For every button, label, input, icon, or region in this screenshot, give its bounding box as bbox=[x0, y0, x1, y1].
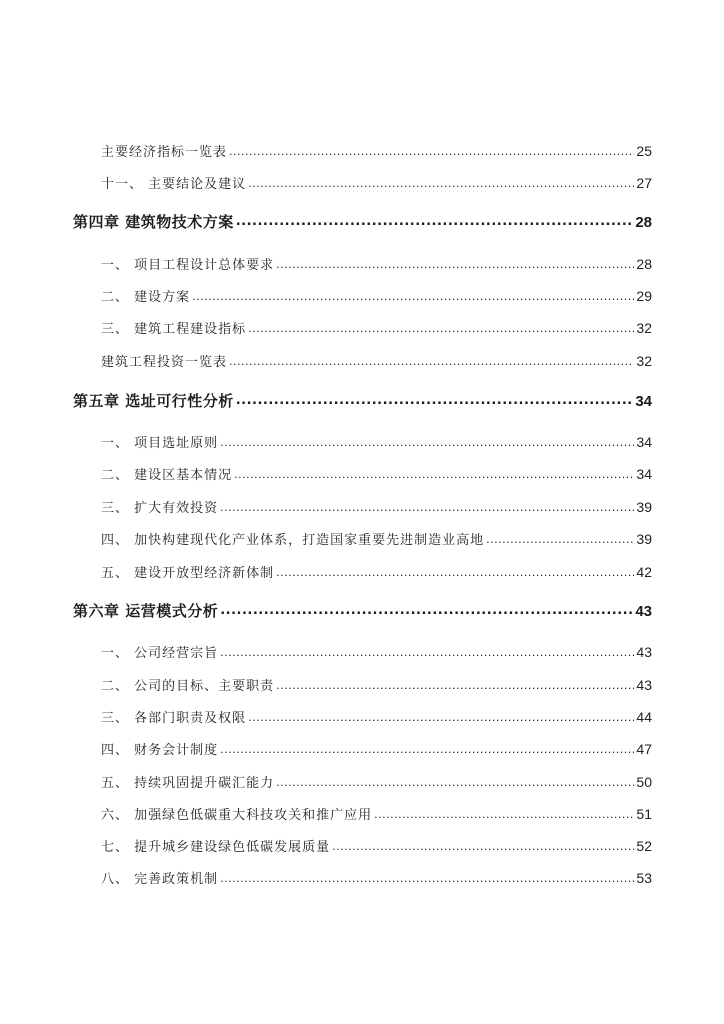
toc-page-number: 42 bbox=[636, 564, 652, 580]
toc-entry[interactable] bbox=[101, 529, 652, 548]
toc-leader-dots bbox=[276, 677, 634, 690]
toc-entry[interactable] bbox=[101, 286, 652, 305]
toc-entry[interactable] bbox=[101, 562, 652, 581]
toc-entry[interactable] bbox=[101, 739, 652, 758]
toc-leader-dots bbox=[220, 601, 633, 616]
toc-leader-dots bbox=[248, 175, 634, 188]
toc-page-number: 43 bbox=[635, 603, 652, 620]
toc-page-number: 51 bbox=[636, 806, 652, 822]
toc-entry-label: 五、 建设开放型经济新体制 bbox=[101, 566, 275, 581]
toc-entry[interactable] bbox=[101, 772, 652, 791]
toc-leader-dots bbox=[192, 288, 634, 301]
toc-page-number: 28 bbox=[635, 214, 652, 231]
toc-leader-dots bbox=[276, 256, 634, 269]
toc-entry-label: 六、 加强绿色低碳重大科技攻关和推广应用 bbox=[101, 808, 373, 823]
toc-chapter-label: 第四章 建筑物技术方案 bbox=[73, 213, 234, 231]
toc-page-number: 34 bbox=[636, 466, 652, 482]
toc-entry[interactable] bbox=[101, 836, 652, 855]
toc-entry-label: 一、 公司经营宗旨 bbox=[101, 646, 219, 661]
toc-chapter-entry[interactable] bbox=[73, 600, 652, 621]
toc-entry[interactable] bbox=[101, 318, 652, 337]
toc-leader-dots bbox=[234, 466, 634, 479]
toc-entry-label: 八、 完善政策机制 bbox=[101, 872, 219, 887]
toc-chapter-label: 第六章 运营模式分析 bbox=[73, 602, 219, 620]
toc-entry[interactable] bbox=[101, 464, 652, 483]
toc-entry[interactable] bbox=[101, 173, 652, 192]
toc-leader-dots bbox=[220, 434, 634, 447]
toc-entry[interactable] bbox=[101, 675, 652, 694]
toc-leader-dots bbox=[248, 709, 634, 722]
toc-entry-label: 四、 财务会计制度 bbox=[101, 743, 219, 758]
toc-leader-dots bbox=[220, 741, 634, 754]
toc-entry[interactable] bbox=[101, 432, 652, 451]
toc-page-number: 39 bbox=[636, 531, 652, 547]
toc-leader-dots bbox=[229, 143, 634, 156]
toc-entry-label: 二、 建设区基本情况 bbox=[101, 468, 233, 483]
toc-leader-dots bbox=[220, 870, 634, 883]
toc-page-number: 43 bbox=[636, 644, 652, 660]
toc-entry-label: 二、 公司的目标、主要职责 bbox=[101, 679, 275, 694]
toc-page-number: 34 bbox=[635, 393, 652, 410]
toc-leader-dots bbox=[220, 644, 634, 657]
toc-entry[interactable] bbox=[101, 497, 652, 516]
toc-entry[interactable] bbox=[101, 707, 652, 726]
toc-page-number: 32 bbox=[636, 353, 652, 369]
toc-page-number: 44 bbox=[636, 709, 652, 725]
toc-leader-dots bbox=[220, 499, 634, 512]
toc-leader-dots bbox=[229, 353, 634, 366]
toc-entry[interactable] bbox=[101, 254, 652, 273]
toc-page-number: 47 bbox=[636, 741, 652, 757]
toc-leader-dots bbox=[248, 320, 634, 333]
toc-entry-label: 十一、 主要结论及建议 bbox=[101, 177, 247, 192]
toc-page-number: 29 bbox=[636, 288, 652, 304]
toc-entry[interactable] bbox=[101, 141, 652, 160]
toc-leader-dots bbox=[236, 212, 634, 227]
toc-page-number: 34 bbox=[636, 434, 652, 450]
toc-page-number: 53 bbox=[636, 870, 652, 886]
toc-entry-label: 主要经济指标一览表 bbox=[101, 145, 228, 160]
toc-entry[interactable] bbox=[101, 868, 652, 887]
toc-leader-dots bbox=[486, 531, 634, 544]
toc-chapter-label: 第五章 选址可行性分析 bbox=[73, 392, 234, 410]
toc-page-number: 39 bbox=[636, 499, 652, 515]
toc-entry-label: 七、 提升城乡建设绿色低碳发展质量 bbox=[101, 840, 331, 855]
toc-page-number: 52 bbox=[636, 838, 652, 854]
toc-page-number: 27 bbox=[636, 175, 652, 191]
toc-leader-dots bbox=[332, 838, 634, 851]
toc-page-number: 28 bbox=[636, 256, 652, 272]
toc-page-number: 50 bbox=[636, 774, 652, 790]
toc-entry[interactable] bbox=[101, 351, 652, 370]
toc-entry-label: 建筑工程投资一览表 bbox=[101, 355, 228, 370]
toc-entry-label: 四、 加快构建现代化产业体系，打造国家重要先进制造业高地 bbox=[101, 533, 485, 548]
toc-entry[interactable] bbox=[101, 642, 652, 661]
toc-leader-dots bbox=[374, 806, 634, 819]
toc-entry-label: 二、 建设方案 bbox=[101, 290, 191, 305]
toc-entry-label: 三、 扩大有效投资 bbox=[101, 501, 219, 516]
toc-entry-label: 一、 项目工程设计总体要求 bbox=[101, 258, 275, 273]
toc-entry-label: 三、 建筑工程建设指标 bbox=[101, 322, 247, 337]
toc-leader-dots bbox=[236, 391, 634, 406]
toc-page-number: 32 bbox=[636, 320, 652, 336]
toc-leader-dots bbox=[276, 774, 634, 787]
toc-page-number: 25 bbox=[636, 143, 652, 159]
toc-page-number: 43 bbox=[636, 677, 652, 693]
toc-chapter-entry[interactable] bbox=[73, 390, 652, 411]
toc-entry-label: 五、 持续巩固提升碳汇能力 bbox=[101, 776, 275, 791]
toc-chapter-entry[interactable] bbox=[73, 211, 652, 232]
toc-leader-dots bbox=[276, 564, 634, 577]
toc-entry-label: 一、 项目选址原则 bbox=[101, 436, 219, 451]
toc-entry[interactable] bbox=[101, 804, 652, 823]
toc-entry-label: 三、 各部门职责及权限 bbox=[101, 711, 247, 726]
